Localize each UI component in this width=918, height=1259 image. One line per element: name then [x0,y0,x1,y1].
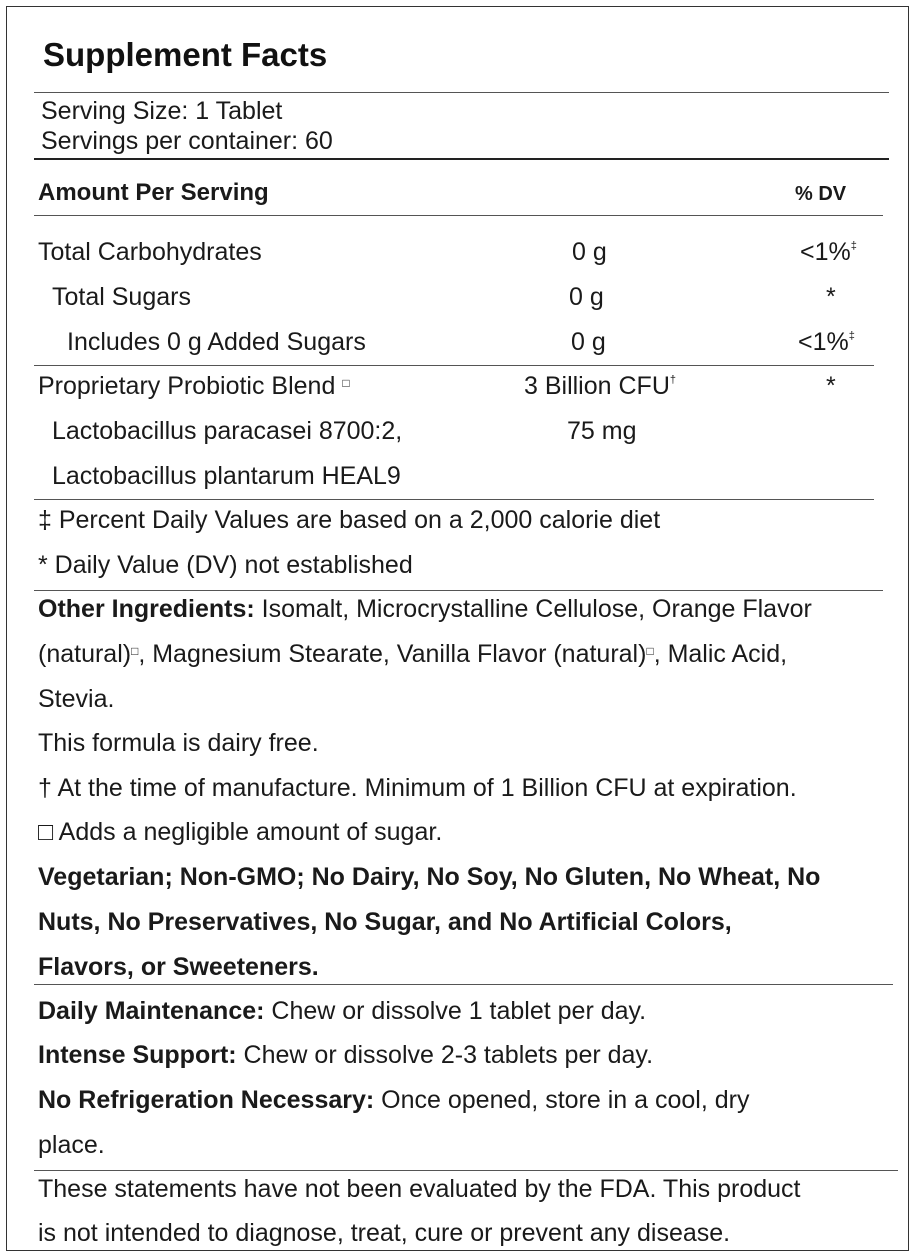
strain-name: Lactobacillus paracasei 8700:2, [52,417,403,445]
footnote-not-established: * Daily Value (DV) not established [38,551,413,579]
amount-per-serving-header: Amount Per Serving [38,179,269,206]
divider [34,365,874,366]
intense-support: Intense Support: Chew or dissolve 2-3 tablets per day. [38,1041,654,1069]
blend-amount: 3 Billion CFU† [524,372,676,400]
serving-size: Serving Size: 1 Tablet [41,97,283,125]
divider [34,1170,898,1171]
claims-line: Flavors, or Sweeteners. [38,953,319,981]
other-ingredients-cont: (natural)□, Magnesium Stearate, Vanilla Flavor (natural)□, Malic Acid, [38,640,788,668]
other-ingredients: Other Ingredients: Isomalt, Microcrystalline Cellulose, Orange Flavor [38,595,812,623]
blend-dv: * [826,372,836,400]
divider [34,984,893,985]
other-ingredients-cont: Stevia. [38,685,115,713]
nutrient-name: Total Carbohydrates [38,238,262,266]
divider [34,499,874,500]
divider [34,215,883,216]
footnote-dv: ‡ Percent Daily Values are based on a 2,000 calorie diet [38,506,661,534]
dairy-free-note: This formula is dairy free. [38,729,319,757]
cfu-note: † At the time of manufacture. Minimum of 1 Billion CFU at expiration. [38,774,797,802]
nutrient-dv: <1%‡ [798,328,855,356]
divider [34,158,889,160]
storage-instructions: No Refrigeration Necessary: Once opened, store in a cool, dry [38,1086,750,1114]
nutrient-name: Total Sugars [52,283,191,311]
storage-instructions-cont: place. [38,1131,105,1159]
dv-header: % DV [795,183,847,205]
fda-disclaimer: These statements have not been evaluated by the FDA. This product [38,1175,801,1203]
daily-maintenance: Daily Maintenance: Chew or dissolve 1 tablet per day. [38,997,647,1025]
nutrient-amount: 0 g [572,238,607,266]
blend-name: Proprietary Probiotic Blend □ [38,372,350,400]
panel-title: Supplement Facts [43,36,328,73]
strain-amount: 75 mg [567,417,637,445]
strain-name: Lactobacillus plantarum HEAL9 [52,462,401,490]
nutrient-dv: * [826,283,836,311]
sugar-note: □ Adds a negligible amount of sugar. [38,818,443,846]
fda-disclaimer: is not intended to diagnose, treat, cure or prevent any disease. [38,1219,731,1247]
claims-line: Nuts, No Preservatives, No Sugar, and No Artificial Colors, [38,908,732,936]
divider [34,92,889,93]
nutrient-dv: <1%‡ [800,238,857,266]
nutrient-amount: 0 g [571,328,606,356]
claims-line: Vegetarian; Non-GMO; No Dairy, No Soy, No Gluten, No Wheat, No [38,863,821,891]
nutrient-name: Includes 0 g Added Sugars [67,328,366,356]
servings-per-container: Servings per container: 60 [41,127,333,155]
nutrient-amount: 0 g [569,283,604,311]
divider [34,590,883,591]
